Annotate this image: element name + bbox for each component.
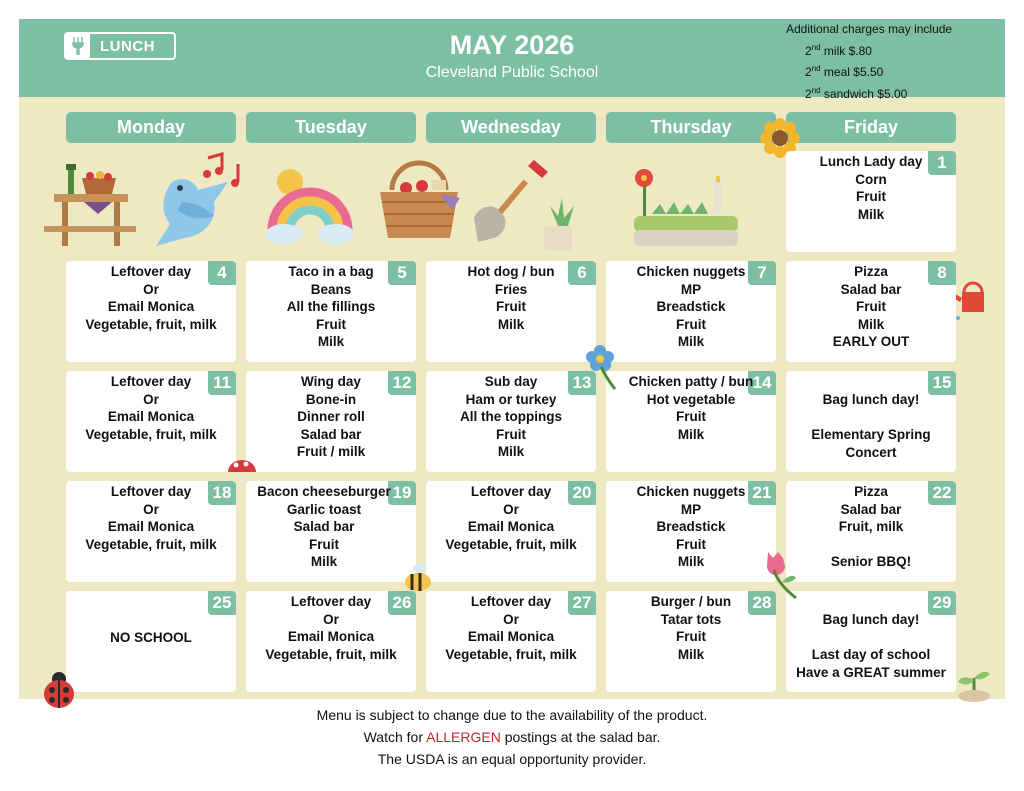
page-title: MAY 2026: [449, 30, 575, 60]
day-cell: 12 Wing day Bone-in Dinner roll Salad bar Fruit / milk: [246, 371, 416, 472]
footer-line: Menu is subject to change due to the availability of the product.: [316, 707, 708, 723]
day-cell: 15 Bag lunch day! Elementary Spring Concert: [786, 371, 956, 472]
day-cell: 8 Pizza Salad bar Fruit Milk EARLY OUT: [786, 261, 956, 362]
tulip-icon: [762, 548, 800, 600]
bee-icon: [400, 560, 438, 598]
day-cell: 6 Hot dog / bun Fries Fruit Milk: [426, 261, 596, 362]
day-header-friday: Friday: [786, 112, 956, 143]
day-cell: 25 NO SCHOOL: [66, 591, 236, 692]
day-cell: 7 Chicken nuggets MP Breadstick Fruit Milk: [606, 261, 776, 362]
charge-item: 2nd sandwich $5.00: [805, 85, 908, 101]
charge-item: 2nd meal $5.50: [805, 64, 884, 79]
picnic-basket-icon: [376, 158, 462, 244]
mushroom-icon: [226, 456, 258, 490]
potted-plant-icon: [534, 196, 582, 252]
day-header-tuesday: Tuesday: [246, 112, 416, 143]
allergen-notice: ALLERGEN: [426, 729, 501, 745]
day-cell: 19 Bacon cheeseburger Garlic toast Salad bar Fruit Milk: [246, 481, 416, 582]
day-cell: 11 Leftover day Or Email Monica Vegetable, fruit, milk: [66, 371, 236, 472]
day-cell: 18 Leftover day Or Email Monica Vegetable, fruit, milk: [66, 481, 236, 582]
garden-bed-icon: [632, 160, 740, 254]
lunch-logo: [64, 32, 176, 60]
school-name: Cleveland Public School: [425, 64, 599, 81]
day-header-thursday: Thursday: [606, 112, 776, 143]
day-cell: 21 Chicken nuggets MP Breadstick Fruit Milk: [606, 481, 776, 582]
fork-icon: [66, 34, 90, 58]
rainbow-icon: [262, 160, 358, 248]
day-cell: 22 Pizza Salad bar Fruit, milk Senior BBQ!: [786, 481, 956, 582]
day-cell: 27 Leftover day Or Email Monica Vegetable, fruit, milk: [426, 591, 596, 692]
watering-can-icon: [950, 278, 996, 322]
day-cell: 26 Leftover day Or Email Monica Vegetable, fruit, milk: [246, 591, 416, 692]
charge-item: 2nd milk $.80: [805, 42, 872, 58]
day-cell: 14 Chicken patty / bun Hot vegetable Fruit Milk: [606, 371, 776, 472]
day-cell: 28 Burger / bun Tatar tots Fruit Milk: [606, 591, 776, 692]
day-cell: 5 Taco in a bag Beans All the fillings Fruit Milk: [246, 261, 416, 362]
music-notes-icon: [202, 152, 244, 188]
picnic-table-icon: [44, 160, 136, 250]
logo-label: LUNCH: [100, 38, 155, 55]
day-header-monday: Monday: [66, 112, 236, 143]
day-cell: 29 Bag lunch day! Last day of school Have a GREAT summer: [786, 591, 956, 692]
day-cell: 20 Leftover day Or Email Monica Vegetable, fruit, milk: [426, 481, 596, 582]
charges-title: Additional charges may include: [786, 22, 953, 36]
day-cell: 4 Leftover day Or Email Monica Vegetable, fruit, milk: [66, 261, 236, 362]
ladybug-icon: [40, 670, 78, 710]
additional-charges: [786, 21, 952, 103]
day-cell: 1 Lunch Lady day Corn Fruit Milk: [786, 151, 956, 252]
sprout-icon: [954, 664, 994, 704]
footer-line: Watch for ALLERGEN postings at the salad bar.: [363, 729, 661, 745]
footer-line: The USDA is an equal opportunity provider.: [377, 751, 647, 767]
day-header-wednesday: Wednesday: [426, 112, 596, 143]
blue-flower-icon: [586, 345, 620, 391]
day-cell: 13 Sub day Ham or turkey All the toppings Fruit Milk: [426, 371, 596, 472]
